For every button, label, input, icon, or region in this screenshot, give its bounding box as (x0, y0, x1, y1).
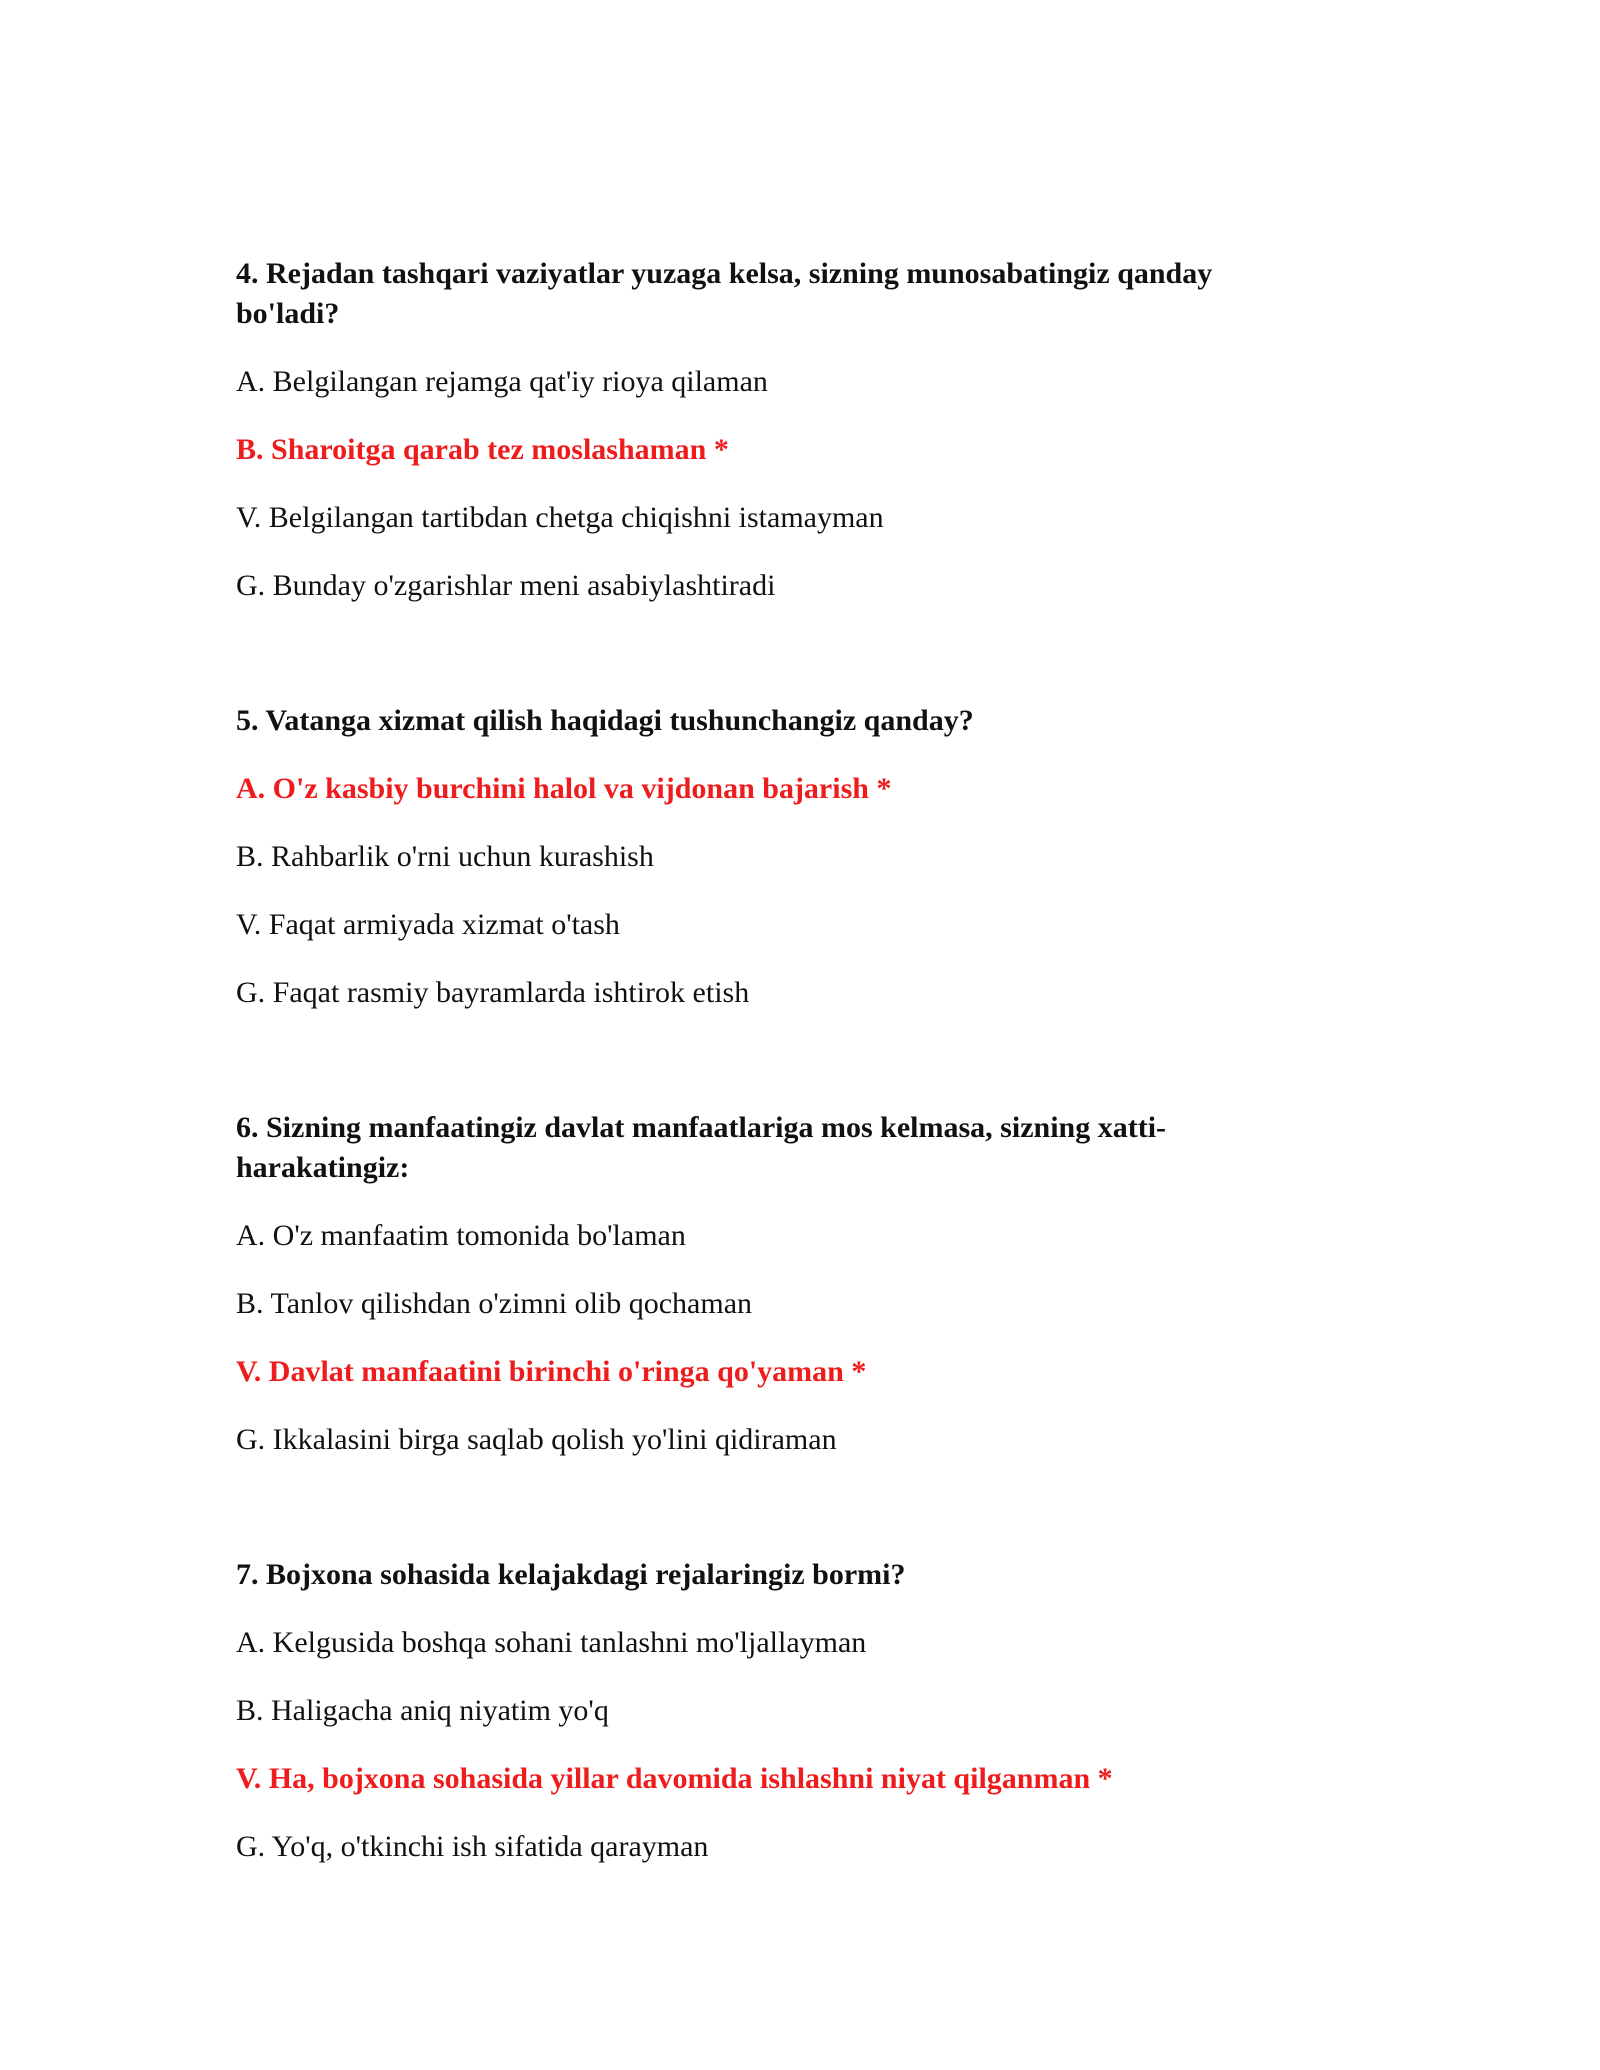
question-text: 4. Rejadan tashqari vaziyatlar yuzaga kelsa, sizning munosabatingiz qanday bo'ladi? (236, 257, 1213, 330)
option-b-correct: B. Sharoitga qarab tez moslashaman * (236, 433, 729, 466)
option-b: B. Haligacha aniq niyatim yo'q (236, 1694, 609, 1727)
question-7 (236, 1555, 1316, 1867)
question-spacer (236, 1041, 1316, 1108)
option-v-correct: V. Davlat manfaatini birinchi o'ringa qo'yaman * (236, 1355, 867, 1388)
question-text: 5. Vatanga xizmat qilish haqidagi tushunchangiz qanday? (236, 704, 974, 737)
quiz-content (236, 254, 1316, 1895)
option-v-correct: V. Ha, bojxona sohasida yillar davomida ishlashni niyat qilganman * (236, 1762, 1113, 1795)
option-a: A. Belgilangan rejamga qat'iy rioya qilaman (236, 365, 768, 398)
option-b: B. Rahbarlik o'rni uchun kurashish (236, 840, 654, 873)
option-g: G. Bunday o'zgarishlar meni asabiylashtiradi (236, 569, 776, 602)
option-a-correct: A. O'z kasbiy burchini halol va vijdonan bajarish * (236, 772, 892, 805)
option-g: G. Ikkalasini birga saqlab qolish yo'lini qidiraman (236, 1423, 837, 1456)
option-g: G. Faqat rasmiy bayramlarda ishtirok etish (236, 976, 750, 1009)
option-a: A. O'z manfaatim tomonida bo'laman (236, 1219, 686, 1252)
option-a: A. Kelgusida boshqa sohani tanlashni mo'ljallayman (236, 1626, 867, 1659)
option-v: V. Faqat armiyada xizmat o'tash (236, 908, 620, 941)
option-b: B. Tanlov qilishdan o'zimni olib qochaman (236, 1287, 753, 1320)
question-5 (236, 701, 1316, 1013)
question-spacer (236, 1488, 1316, 1555)
question-spacer (236, 634, 1316, 701)
question-text: 6. Sizning manfaatingiz davlat manfaatlariga mos kelmasa, sizning xatti-harakatingiz: (236, 1111, 1167, 1184)
question-4 (236, 254, 1316, 606)
question-text: 7. Bojxona sohasida kelajakdagi rejalaringiz bormi? (236, 1558, 906, 1591)
question-6 (236, 1108, 1316, 1460)
option-v: V. Belgilangan tartibdan chetga chiqishni istamayman (236, 501, 884, 534)
option-g: G. Yo'q, o'tkinchi ish sifatida qarayman (236, 1830, 709, 1863)
